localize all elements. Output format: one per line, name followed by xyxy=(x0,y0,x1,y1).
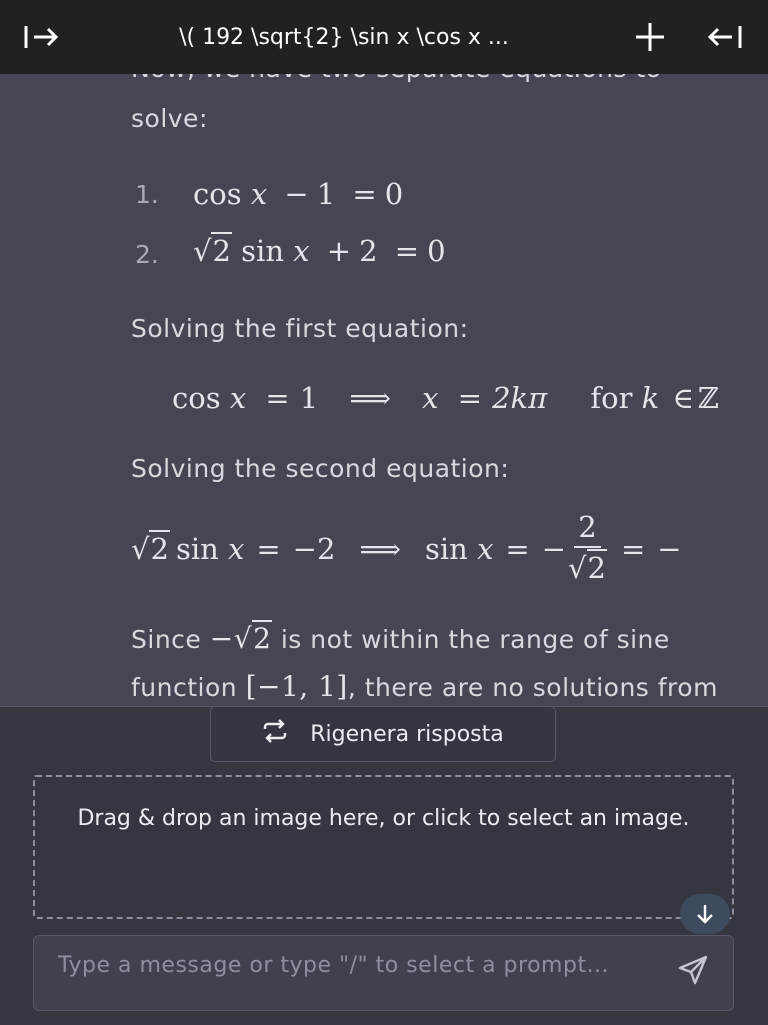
solution-2: √2 sin x = −2 ⟹ sin x = − $\frac{2}{√2}$ = − xyxy=(131,510,682,585)
send-icon[interactable] xyxy=(675,952,711,988)
plus-icon[interactable] xyxy=(628,17,672,57)
sidebar-open-icon[interactable] xyxy=(20,17,64,57)
second-equation-heading: Solving the second equation: xyxy=(131,454,510,483)
intro-text-2: solve: xyxy=(131,104,208,133)
sidebar-collapse-icon[interactable] xyxy=(702,17,746,57)
top-bar xyxy=(0,0,768,74)
list-number-2: 2. xyxy=(135,240,159,269)
message-input-placeholder: Type a message or type "/" to select a prompt... xyxy=(58,953,610,978)
regenerate-button[interactable] xyxy=(210,706,556,762)
list-number-1: 1. xyxy=(135,180,159,209)
dropzone-text: Drag & drop an image here, or click to select an image. xyxy=(77,806,690,831)
since-text: Since −√2 is not within the range of sine xyxy=(131,622,670,655)
refresh-icon xyxy=(262,719,288,749)
equation-2: √2 sin x + 2 = 0 xyxy=(193,234,446,268)
message-input[interactable] xyxy=(33,935,734,1011)
equation-1: cos x − 1 = 0 xyxy=(193,177,404,211)
first-equation-heading: Solving the first equation: xyxy=(131,314,469,343)
chat-title: \( 192 \sqrt{2} \sin x \cos x ... xyxy=(179,24,509,50)
solution-1: cos x = 1 ⟹ x = 2kπ for k ∈ ℤ xyxy=(172,381,720,415)
image-dropzone[interactable] xyxy=(33,775,734,919)
arrow-down-icon[interactable] xyxy=(680,894,730,934)
function-text: function [−1, 1], there are no solutions from xyxy=(131,670,718,703)
regenerate-label: Rigenera risposta xyxy=(310,721,504,747)
